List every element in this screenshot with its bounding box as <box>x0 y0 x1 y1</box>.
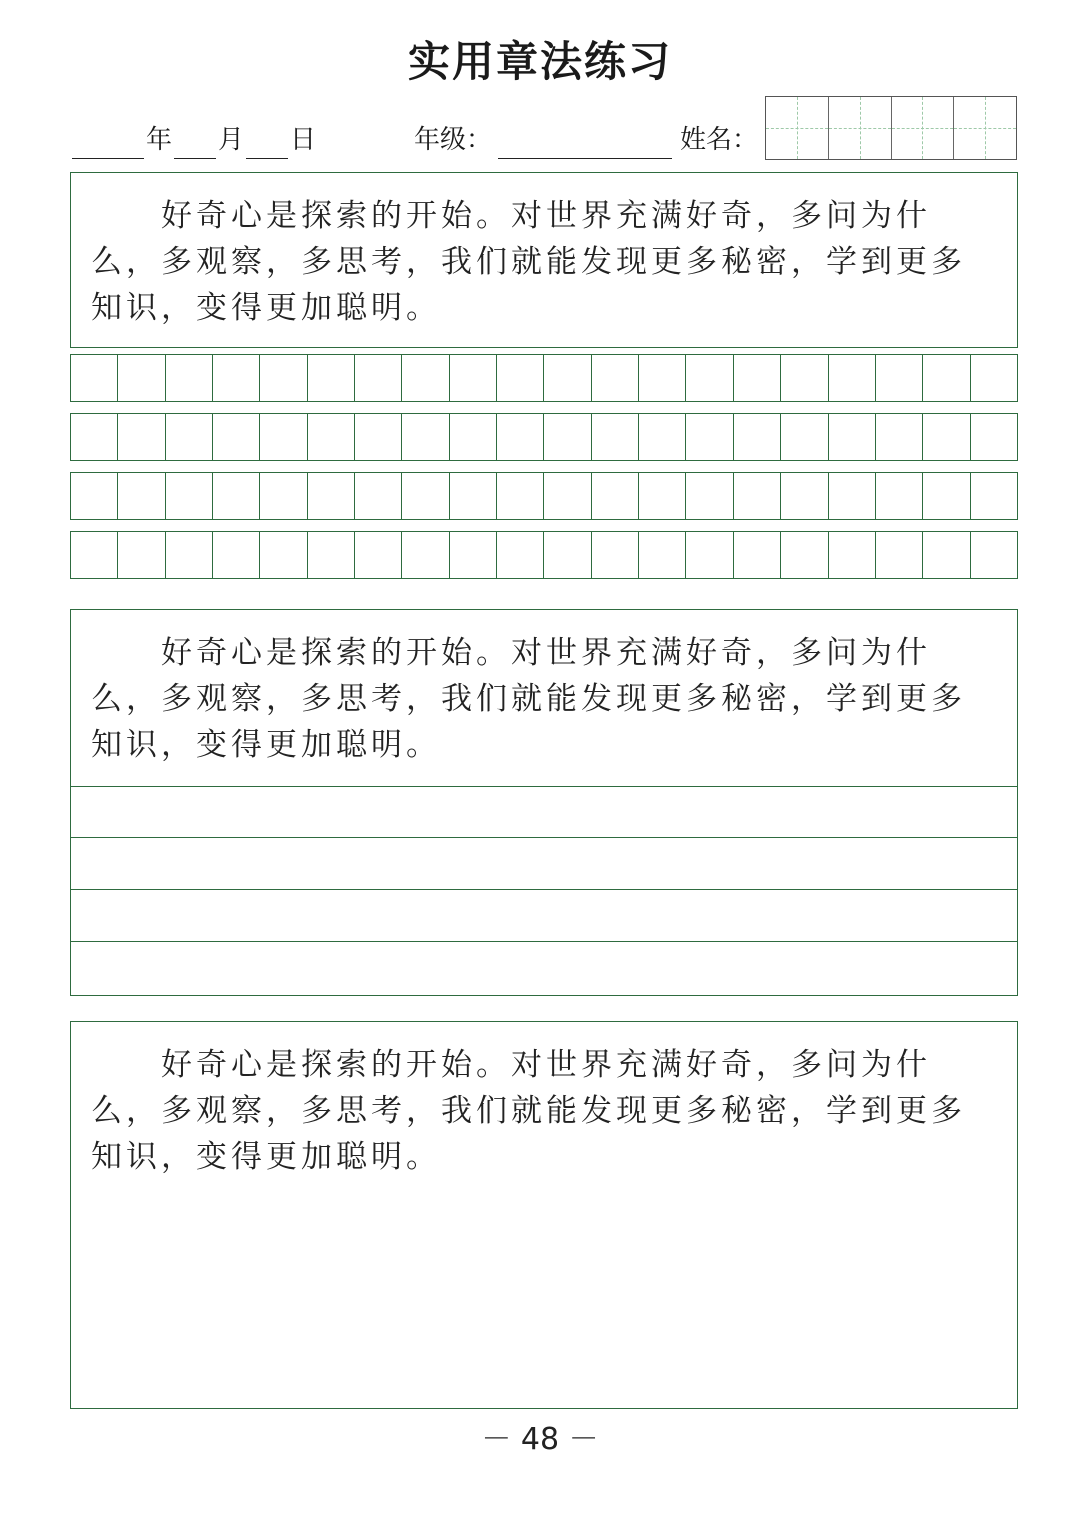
grid-row-4[interactable] <box>70 531 1018 579</box>
grid-cell[interactable] <box>165 355 212 401</box>
name-grid[interactable] <box>765 96 1017 160</box>
grid-cell[interactable] <box>354 473 401 519</box>
grid-cell[interactable] <box>307 414 354 460</box>
name-cell[interactable] <box>953 97 1016 159</box>
grid-cell[interactable] <box>970 532 1017 578</box>
grid-cell[interactable] <box>591 473 638 519</box>
grid-cell[interactable] <box>780 355 827 401</box>
passage-box-1 <box>70 172 1018 348</box>
grid-cell[interactable] <box>117 532 164 578</box>
grid-cell[interactable] <box>543 414 590 460</box>
grid-cell[interactable] <box>165 414 212 460</box>
month-blank[interactable] <box>174 158 216 159</box>
grid-cell[interactable] <box>212 532 259 578</box>
grid-cell[interactable] <box>117 414 164 460</box>
grid-cell[interactable] <box>496 532 543 578</box>
year-label: 年 <box>146 125 173 155</box>
grid-cell[interactable] <box>165 473 212 519</box>
grid-cell[interactable] <box>638 473 685 519</box>
grid-cell[interactable] <box>401 473 448 519</box>
grid-cell[interactable] <box>733 473 780 519</box>
name-cell[interactable] <box>891 97 954 159</box>
name-label: 姓名： <box>680 125 759 155</box>
passage-box-2 <box>70 609 1018 787</box>
grid-cell[interactable] <box>591 532 638 578</box>
grid-cell[interactable] <box>71 532 117 578</box>
grid-cell[interactable] <box>922 473 969 519</box>
grid-cell[interactable] <box>259 414 306 460</box>
grid-cell[interactable] <box>449 355 496 401</box>
grid-cell[interactable] <box>685 355 732 401</box>
grid-cell[interactable] <box>449 532 496 578</box>
grid-cell[interactable] <box>449 414 496 460</box>
grid-cell[interactable] <box>543 355 590 401</box>
grid-cell[interactable] <box>543 532 590 578</box>
grid-cell[interactable] <box>307 473 354 519</box>
grid-cell[interactable] <box>496 414 543 460</box>
passage-text-1: 好奇心是探索的开始。对世界充满好奇，多问为什么，多观察，多思考，我们就能发现更多秘密，学到更多知识，变得更加聪明。 <box>91 198 966 326</box>
grid-cell[interactable] <box>71 473 117 519</box>
grid-cell[interactable] <box>638 355 685 401</box>
page-number: － 48 － <box>481 1422 599 1457</box>
grid-cell[interactable] <box>875 414 922 460</box>
name-cell[interactable] <box>766 97 828 159</box>
grid-cell[interactable] <box>401 532 448 578</box>
grid-cell[interactable] <box>685 473 732 519</box>
grid-cell[interactable] <box>165 532 212 578</box>
grid-cell[interactable] <box>780 532 827 578</box>
grid-cell[interactable] <box>828 355 875 401</box>
grid-cell[interactable] <box>212 355 259 401</box>
grid-cell[interactable] <box>780 473 827 519</box>
grid-cell[interactable] <box>543 473 590 519</box>
ruled-writing-area[interactable] <box>70 786 1018 996</box>
grid-cell[interactable] <box>449 473 496 519</box>
ruled-line <box>71 889 1017 890</box>
grid-cell[interactable] <box>401 355 448 401</box>
passage-text-2: 好奇心是探索的开始。对世界充满好奇，多问为什么，多观察，多思考，我们就能发现更多秘密，学到更多知识，变得更加聪明。 <box>91 635 966 763</box>
grid-row-1[interactable] <box>70 354 1018 402</box>
grid-cell[interactable] <box>591 355 638 401</box>
grid-cell[interactable] <box>875 532 922 578</box>
grid-cell[interactable] <box>828 473 875 519</box>
grid-cell[interactable] <box>401 414 448 460</box>
grid-cell[interactable] <box>496 473 543 519</box>
grid-cell[interactable] <box>71 355 117 401</box>
grid-cell[interactable] <box>638 532 685 578</box>
grid-cell[interactable] <box>922 414 969 460</box>
ruled-line <box>71 837 1017 838</box>
grid-cell[interactable] <box>212 473 259 519</box>
grid-cell[interactable] <box>307 355 354 401</box>
grid-cell[interactable] <box>117 473 164 519</box>
grid-cell[interactable] <box>970 355 1017 401</box>
grid-cell[interactable] <box>828 414 875 460</box>
month-label: 月 <box>218 125 245 155</box>
year-blank[interactable] <box>72 158 144 159</box>
grid-cell[interactable] <box>733 414 780 460</box>
grid-cell[interactable] <box>685 414 732 460</box>
grid-cell[interactable] <box>496 355 543 401</box>
grid-cell[interactable] <box>780 414 827 460</box>
grade-blank[interactable] <box>498 158 672 159</box>
grid-cell[interactable] <box>354 355 401 401</box>
grid-cell[interactable] <box>354 414 401 460</box>
grid-cell[interactable] <box>733 532 780 578</box>
grid-cell[interactable] <box>922 532 969 578</box>
grid-cell[interactable] <box>875 355 922 401</box>
name-cell[interactable] <box>828 97 891 159</box>
passage-text-3: 好奇心是探索的开始。对世界充满好奇，多问为什么，多观察，多思考，我们就能发现更多秘密，学到更多知识，变得更加聪明。 <box>91 1047 966 1175</box>
passage-box-3[interactable] <box>70 1021 1018 1409</box>
grid-cell[interactable] <box>259 355 306 401</box>
grid-cell[interactable] <box>733 355 780 401</box>
grid-cell[interactable] <box>71 414 117 460</box>
grid-cell[interactable] <box>259 473 306 519</box>
grid-cell[interactable] <box>685 532 732 578</box>
grid-cell[interactable] <box>638 414 685 460</box>
grid-cell[interactable] <box>875 473 922 519</box>
grid-row-2[interactable] <box>70 413 1018 461</box>
grid-cell[interactable] <box>922 355 969 401</box>
grid-cell[interactable] <box>307 532 354 578</box>
page-title: 实用章法练习 <box>407 37 672 86</box>
grade-label: 年级： <box>414 125 493 155</box>
grid-cell[interactable] <box>259 532 306 578</box>
ruled-line <box>71 941 1017 942</box>
grid-cell[interactable] <box>828 532 875 578</box>
grid-cell[interactable] <box>591 414 638 460</box>
grid-cell[interactable] <box>212 414 259 460</box>
grid-cell[interactable] <box>354 532 401 578</box>
grid-cell[interactable] <box>970 473 1017 519</box>
grid-row-3[interactable] <box>70 472 1018 520</box>
grid-cell[interactable] <box>117 355 164 401</box>
day-label: 日 <box>290 125 317 155</box>
day-blank[interactable] <box>246 158 288 159</box>
grid-cell[interactable] <box>970 414 1017 460</box>
